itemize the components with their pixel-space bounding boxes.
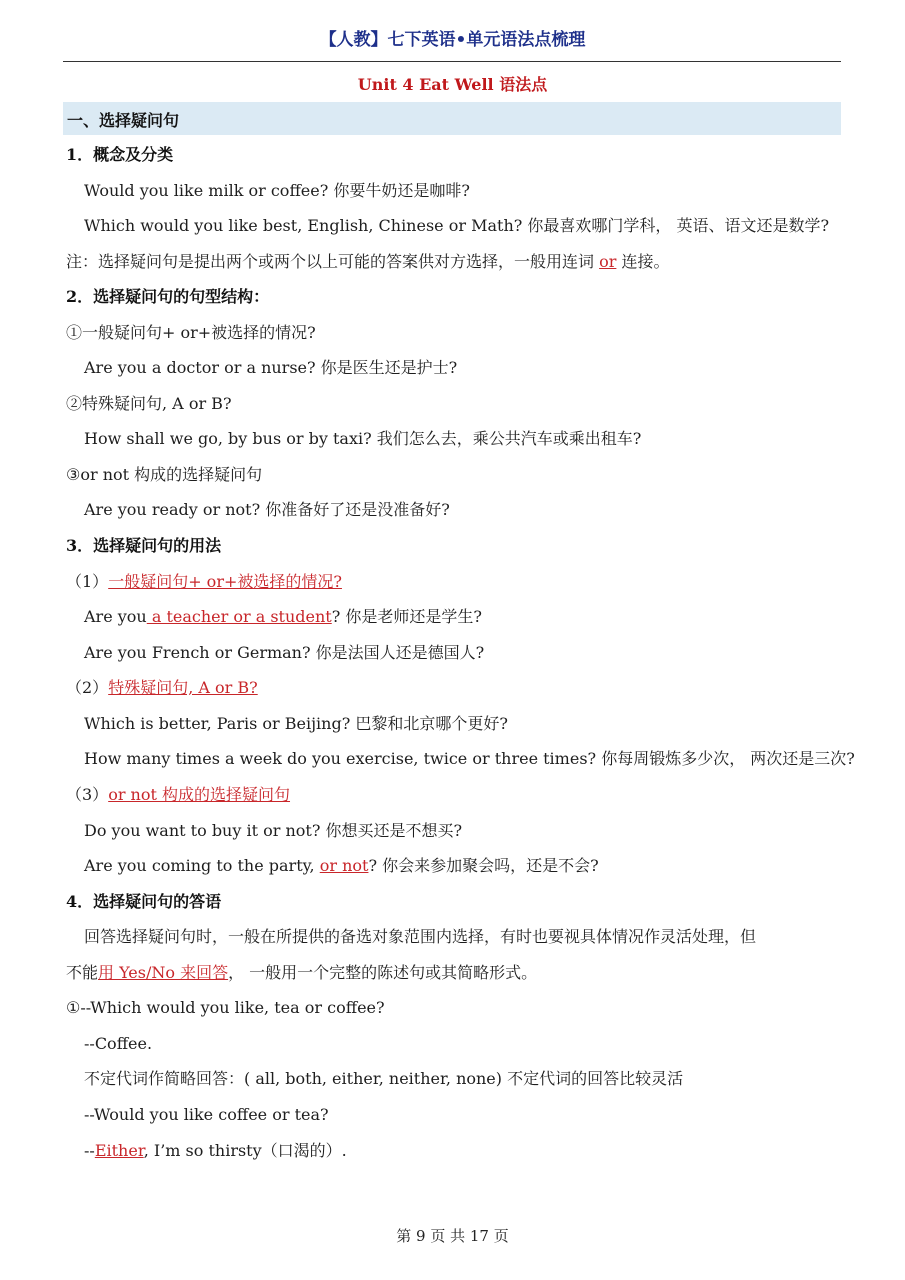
example-sentence: Are you French or German? 你是法国人还是德国人?	[84, 643, 485, 662]
highlight-text: 用 Yes/No 来回答	[98, 963, 229, 982]
dialogue-line: --Would you like coffee or tea?	[84, 1105, 329, 1124]
paragraph-text: ， 一般用一个完整的陈述句或其简略形式。	[228, 963, 538, 982]
highlight-text: or	[599, 252, 617, 271]
highlight-text: a teacher or a student	[146, 607, 332, 626]
example-sentence	[84, 607, 482, 627]
highlight-text: Either	[94, 1141, 144, 1160]
usage-item	[66, 678, 258, 698]
dialogue-text: --	[84, 1141, 95, 1160]
example-sentence: Which is better, Paris or Beijing? 巴黎和北京哪个更好?	[84, 714, 508, 733]
example-sentence: Which would you like best, English, Chinese or Math? 你最喜欢哪门学科， 英语、语文还是数学?	[84, 216, 830, 235]
subsection-heading-usage: 3．选择疑问句的用法	[66, 536, 222, 555]
subsection-heading-answers: 4．选择疑问句的答语	[66, 892, 222, 911]
example-sentence: Would you like milk or coffee? 你要牛奶还是咖啡?	[84, 181, 470, 200]
note-text: 连接。	[616, 252, 670, 271]
pattern-item: ③or not 构成的选择疑问句	[66, 465, 263, 484]
example-sentence: Do you want to buy it or not? 你想买还是不想买?	[84, 821, 463, 840]
example-sentence: Are you a doctor or a nurse? 你是医生还是护士?	[84, 358, 458, 377]
subsection-heading-concept: 1．概念及分类	[66, 145, 174, 164]
paragraph-line: 回答选择疑问句时，一般在所提供的备选对象范围内选择，有时也要视具体情况作灵活处理，但	[84, 927, 757, 946]
highlight-text: 一般疑问句+ or+被选择的情况?	[108, 572, 342, 591]
example-text: ? 你是老师还是学生?	[331, 607, 482, 626]
pattern-item: ②特殊疑问句, A or B?	[66, 394, 232, 413]
unit-title: Unit 4 Eat Well 语法点	[357, 75, 548, 94]
note-line	[66, 252, 669, 272]
example-text: Are you	[84, 607, 147, 626]
subsection-heading-structure: 2．选择疑问句的句型结构：	[66, 287, 270, 306]
pattern-item: ①一般疑问句+ or+被选择的情况?	[66, 323, 316, 342]
explanation-line: 不定代词作简略回答：( all, both, either, neither, none) 不定代词的回答比较灵活	[84, 1069, 684, 1088]
note-text: 注：选择疑问句是提出两个或两个以上可能的答案供对方选择，一般用连词	[66, 252, 600, 271]
usage-number: （2）	[66, 678, 109, 697]
usage-item	[66, 785, 290, 805]
dialogue-line: --Coffee.	[84, 1034, 153, 1053]
example-sentence	[84, 856, 599, 876]
paragraph-line	[66, 963, 537, 983]
usage-number: （3）	[66, 785, 109, 804]
header-divider	[63, 61, 841, 62]
highlight-text: or not 构成的选择疑问句	[108, 785, 291, 804]
example-sentence: How shall we go, by bus or by taxi? 我们怎么去，乘公共汽车或乘出租车?	[84, 429, 642, 448]
section-heading-band	[63, 102, 841, 135]
usage-number: （1）	[66, 572, 109, 591]
dialogue-text: , I’m so thirsty（口渴的）.	[143, 1141, 347, 1160]
usage-item	[66, 572, 342, 592]
highlight-text: or not	[319, 856, 369, 875]
example-text: ? 你会来参加聚会吗，还是不会?	[368, 856, 599, 875]
example-text: Are you coming to the party,	[84, 856, 320, 875]
section-heading: 一、选择疑问句	[67, 111, 180, 130]
dialogue-line: ①--Which would you like, tea or coffee?	[66, 998, 385, 1017]
dialogue-line	[84, 1141, 347, 1161]
example-sentence: Are you ready or not? 你准备好了还是没准备好?	[84, 500, 450, 519]
paragraph-text: 不能	[66, 963, 99, 982]
page-number-footer: 第 9 页 共 17 页	[396, 1227, 509, 1245]
highlight-text: 特殊疑问句, A or B?	[108, 678, 258, 697]
example-sentence: How many times a week do you exercise, twice or three times? 你每周锻炼多少次， 两次还是三次?	[84, 749, 855, 768]
document-header-title: 【人教】七下英语•单元语法点梳理	[319, 30, 586, 50]
